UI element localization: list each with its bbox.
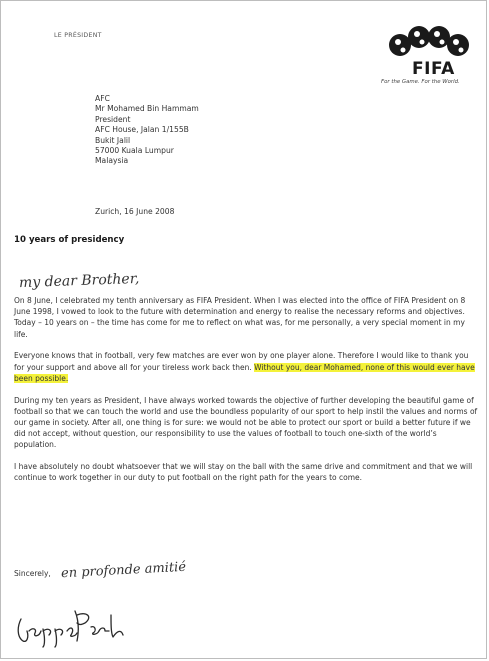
football-globes-icon (387, 23, 471, 59)
address-line: Bukit Jalil (95, 135, 131, 145)
subject-heading: 10 years of presidency (14, 235, 125, 245)
letter-body (14, 295, 479, 494)
paragraph: On 8 June, I celebrated my tenth anniversary as FIFA President. When I was elected into the office of FIFA President on 8 June 1998, I vowed to look to the future with determination and energy to realise the necessary reforms and objectives. Today – 10 years on – the time has come for me to reflect on what was, for me personally, a very special moment in my life. (14, 296, 466, 339)
paragraph (14, 350, 479, 384)
handwritten-signature (13, 601, 153, 649)
paragraph-text: Everyone knows that in football, very few matches are ever won by one player alone. Therefore I would like to thank you for your support and above all for your tireless work back then. (14, 351, 469, 372)
office-label: LE PRÉSIDENT (54, 32, 102, 39)
logo-tagline: For the Game. For the World. (381, 79, 460, 85)
paragraph: I have absolutely no doubt whatsoever that we will stay on the ball with the same drive and commitment and that we will continue to work together in our duty to put football on the right path for the years to come. (14, 462, 473, 483)
date-line: Zurich, 16 June 2008 (95, 207, 175, 216)
address-line: President (95, 114, 131, 124)
address-line: Mr Mohamed Bin Hammam (95, 104, 199, 114)
handwritten-salutation: my dear Brother, (18, 270, 140, 292)
address-line: 57000 Kuala Lumpur (95, 146, 174, 156)
closing-text: Sincerely, (14, 569, 51, 578)
logo-wordmark: FIFA (412, 59, 455, 79)
address-line: Malaysia (95, 156, 129, 166)
handwritten-closing: en profonde amitié (60, 559, 187, 582)
address-line: AFC (95, 94, 110, 103)
highlighted-text: Without you, dear Mohamed, none of this would ever have been possible. (14, 362, 475, 383)
paragraph: During my ten years as President, I have always worked towards the objective of further developing the beautiful game of football so that we can touch the world and use the boundless popularity of our sport to help instil the values and norms of our game in society. After all, one thing is for sure: we would not be able to protect our sport or build a better future if we did not accept, without question, our responsibility to use the values of football to touch one-sixth of the world’s population. (14, 395, 478, 450)
recipient-address (95, 94, 199, 167)
address-line: AFC House, Jalan 1/155B (95, 125, 189, 135)
fifa-logo (379, 23, 479, 85)
